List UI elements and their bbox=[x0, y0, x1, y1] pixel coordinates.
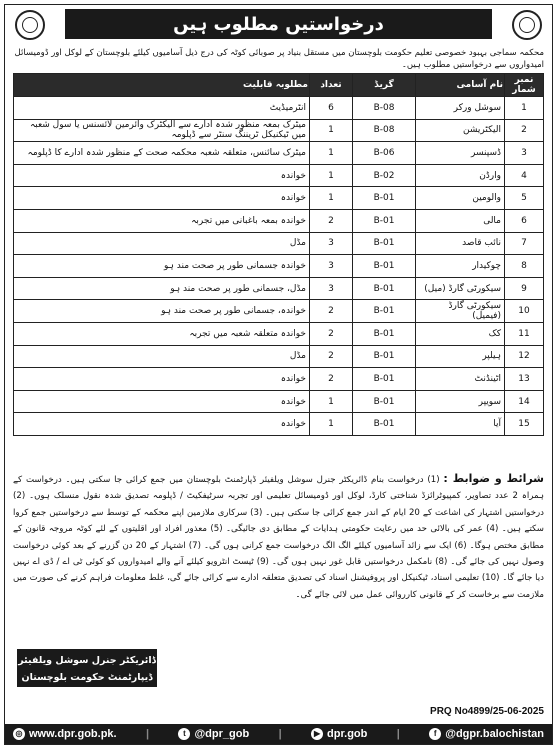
facebook-text: @dgpr.balochistan bbox=[445, 728, 544, 740]
cell-quantity: 3 bbox=[310, 232, 353, 255]
header-quantity: تعداد bbox=[310, 74, 353, 97]
cell-sr: 4 bbox=[505, 164, 544, 187]
government-seal-logo bbox=[15, 10, 45, 40]
cell-qualification: خواندہ bbox=[14, 413, 310, 436]
signature-line-2: ڈیپارٹمنٹ حکومت بلوچستان bbox=[21, 672, 153, 683]
cell-quantity: 2 bbox=[310, 345, 353, 368]
cell-sr: 10 bbox=[505, 300, 544, 323]
cell-sr: 14 bbox=[505, 390, 544, 413]
cell-post-name: سویپر bbox=[416, 390, 505, 413]
cell-quantity: 2 bbox=[310, 368, 353, 391]
website-text: www.dpr.gob.pk. bbox=[29, 728, 117, 740]
cell-sr: 2 bbox=[505, 119, 544, 142]
cell-qualification: خواندہ، جسمانی طور پر صحت مند ہو bbox=[14, 300, 310, 323]
advertisement-page bbox=[4, 4, 553, 745]
page-title: درخواستیں مطلوب ہیں bbox=[65, 9, 492, 39]
cell-sr: 6 bbox=[505, 209, 544, 232]
prq-number: PRQ No4899/25-06-2025 bbox=[430, 706, 544, 717]
cell-sr: 8 bbox=[505, 255, 544, 278]
cell-grade: B-02 bbox=[353, 164, 416, 187]
cell-qualification: میٹرک بمعہ منظور شدہ ادارے سے الیکٹرک وائرمین لائسنس یا سول شعبہ میں ٹیکنیکل ٹریننگ سنٹر سے ڈپلومہ bbox=[14, 119, 310, 142]
cell-qualification: مڈل، جسمانی طور پر صحت مند ہو bbox=[14, 277, 310, 300]
cell-quantity: 1 bbox=[310, 187, 353, 210]
cell-grade: B-01 bbox=[353, 209, 416, 232]
footer-bar: ◎ www.dpr.gob.pk. | t @dpr_gob | ▶ dpr.gob | f @dgpr.balochistan bbox=[5, 724, 552, 744]
terms-and-conditions bbox=[13, 471, 544, 649]
vacancies-table bbox=[13, 73, 544, 436]
cell-grade: B-01 bbox=[353, 390, 416, 413]
cell-qualification: خواندہ bbox=[14, 187, 310, 210]
cell-grade: B-01 bbox=[353, 255, 416, 278]
cell-qualification: مڈل bbox=[14, 232, 310, 255]
table-row bbox=[14, 119, 544, 142]
cell-quantity: 2 bbox=[310, 322, 353, 345]
header-grade: گریڈ bbox=[353, 74, 416, 97]
cell-sr: 5 bbox=[505, 187, 544, 210]
cell-post-name: والومین bbox=[416, 187, 505, 210]
signature-line-1: ڈائریکٹر جنرل سوشل ویلفیئر bbox=[18, 655, 156, 666]
table-row bbox=[14, 322, 544, 345]
cell-grade: B-01 bbox=[353, 413, 416, 436]
cell-grade: B-08 bbox=[353, 97, 416, 120]
header-qualification: مطلوبہ قابلیت bbox=[14, 74, 310, 97]
cell-sr: 3 bbox=[505, 142, 544, 165]
cell-qualification: خواندہ bbox=[14, 390, 310, 413]
cell-quantity: 1 bbox=[310, 390, 353, 413]
table-row bbox=[14, 142, 544, 165]
cell-post-name: چوکیدار bbox=[416, 255, 505, 278]
cell-post-name: وارڈن bbox=[416, 164, 505, 187]
table-row bbox=[14, 97, 544, 120]
cell-post-name: ڈسپنسر bbox=[416, 142, 505, 165]
cell-quantity: 2 bbox=[310, 209, 353, 232]
terms-heading: شرائط و ضوابط : bbox=[443, 472, 544, 485]
cell-grade: B-01 bbox=[353, 277, 416, 300]
cell-qualification: خواندہ بمعہ باغبانی میں تجربہ bbox=[14, 209, 310, 232]
cell-sr: 11 bbox=[505, 322, 544, 345]
cell-quantity: 3 bbox=[310, 255, 353, 278]
table-row bbox=[14, 345, 544, 368]
header-sr: نمبر شمار bbox=[505, 74, 544, 97]
cell-quantity: 6 bbox=[310, 97, 353, 120]
youtube-text: dpr.gob bbox=[327, 728, 368, 740]
table-row bbox=[14, 209, 544, 232]
globe-icon: ◎ bbox=[13, 728, 25, 740]
cell-qualification: خواندہ جسمانی طور پر صحت مند ہو bbox=[14, 255, 310, 278]
cell-qualification: مڈل bbox=[14, 345, 310, 368]
cell-sr: 9 bbox=[505, 277, 544, 300]
cell-post-name: اٹینڈنٹ bbox=[416, 368, 505, 391]
cell-grade: B-06 bbox=[353, 142, 416, 165]
cell-qualification: انٹرمیڈیٹ bbox=[14, 97, 310, 120]
table-row bbox=[14, 232, 544, 255]
facebook-link[interactable] bbox=[429, 728, 544, 740]
cell-qualification: خواندہ متعلقہ شعبہ میں تجربہ bbox=[14, 322, 310, 345]
cell-post-name: سوشل ورکر bbox=[416, 97, 505, 120]
department-seal-logo bbox=[512, 10, 542, 40]
signature-block bbox=[17, 649, 157, 687]
header bbox=[5, 5, 552, 45]
twitter-text: @dpr_gob bbox=[194, 728, 250, 740]
cell-quantity: 1 bbox=[310, 413, 353, 436]
website-link[interactable] bbox=[13, 728, 117, 740]
cell-quantity: 3 bbox=[310, 277, 353, 300]
cell-grade: B-01 bbox=[353, 187, 416, 210]
table-header-row bbox=[14, 74, 544, 97]
cell-post-name: سیکورٹی گارڈ (فیمیل) bbox=[416, 300, 505, 323]
cell-sr: 7 bbox=[505, 232, 544, 255]
cell-quantity: 2 bbox=[310, 300, 353, 323]
cell-sr: 15 bbox=[505, 413, 544, 436]
table-row bbox=[14, 187, 544, 210]
cell-grade: B-01 bbox=[353, 232, 416, 255]
table-row bbox=[14, 300, 544, 323]
table-row bbox=[14, 255, 544, 278]
cell-grade: B-01 bbox=[353, 300, 416, 323]
cell-sr: 12 bbox=[505, 345, 544, 368]
cell-post-name: مالی bbox=[416, 209, 505, 232]
table-row bbox=[14, 390, 544, 413]
cell-quantity: 1 bbox=[310, 142, 353, 165]
cell-post-name: سیکورٹی گارڈ (میل) bbox=[416, 277, 505, 300]
cell-qualification: میٹرک سائنس، متعلقہ شعبہ محکمہ صحت کے منظور شدہ ادارے کا ڈپلومہ bbox=[14, 142, 310, 165]
intro-text: محکمہ سماجی بہبود خصوصی تعلیم حکومت بلوچستان میں مستقل بنیاد پر صوبائی کوٹہ کی درج ذیل آسامیوں کیلئے بلوچستان کے لوکل اور ڈومیسائل امیدواروں سے درخواستیں مطلوب ہیں۔ bbox=[14, 48, 544, 70]
twitter-icon: t bbox=[178, 728, 190, 740]
terms-body: (1) درخواست بنام ڈائریکٹر جنرل سوشل ویلفیئر ڈپارٹمنٹ بلوچستان میں جمع کرائی جا سکتی ہیں۔ درخواست کے ہمراہ 2 عدد تصاویر، کمپیوٹرائزڈ شناختی کارڈ، لوکل اور ڈومیسائل تعلیمی اور تجربہ سرٹیفکیٹ / ڈپلومہ تصدیق شدہ نقول منسلک ہوں۔ (2) درخواستیں اشتہار کی اشاعت کے 20 ایام کے اندر جمع کرائی جا سکتی ہیں۔ (3) سرکاری ملازمین اپنے محکمہ کے توسط سے درخواستیں جمع کروا سکتے ہیں۔ (4) عمر کی بالائی حد میں رعایت حکومتی ہدایات کے مطابق دی جائیگی۔ (5) معذور افراد اور اقلیتوں کے لئے کوٹہ مروجہ قانون کے مطابق مختص ہوگا۔ (6) ایک سے زائد آسامیوں کیلئے الگ الگ درخواست جمع کرانی ہوں گی۔ (7) اشتہار کے 20 دن گزرنے کے بعد کوئی درخواست وصول نہیں کی جائے گی۔ (8) نامکمل درخواستیں قابل غور نہیں ہوں گی۔ (9) ٹیسٹ انٹرویو کیلئے آنے والے امیدواروں کو کوئی ٹی اے / ڈی اے نہیں دیا جائے گا۔ (10) تعلیمی اسناد، ٹیکنیکل اور پروفیشنل اسناد کی تصدیق متعلقہ ادارے سے کرائی جائے گی، غلط معلومات فراہم کرنے کی صورت میں ملازمت سے برخاست کر کے قانونی کارروائی عمل میں لائی جائے گی۔ bbox=[13, 475, 544, 600]
table-row bbox=[14, 368, 544, 391]
cell-qualification: خواندہ bbox=[14, 164, 310, 187]
facebook-icon: f bbox=[429, 728, 441, 740]
cell-quantity: 1 bbox=[310, 164, 353, 187]
cell-grade: B-01 bbox=[353, 322, 416, 345]
table-row bbox=[14, 277, 544, 300]
cell-qualification: خواندہ bbox=[14, 368, 310, 391]
youtube-icon: ▶ bbox=[311, 728, 323, 740]
cell-grade: B-08 bbox=[353, 119, 416, 142]
cell-grade: B-01 bbox=[353, 345, 416, 368]
cell-grade: B-01 bbox=[353, 368, 416, 391]
table-row bbox=[14, 413, 544, 436]
cell-sr: 1 bbox=[505, 97, 544, 120]
twitter-link[interactable] bbox=[178, 728, 249, 740]
cell-post-name: آیا bbox=[416, 413, 505, 436]
cell-post-name: نائب قاصد bbox=[416, 232, 505, 255]
cell-sr: 13 bbox=[505, 368, 544, 391]
cell-quantity: 1 bbox=[310, 119, 353, 142]
table-row bbox=[14, 164, 544, 187]
cell-post-name: ہیلپر bbox=[416, 345, 505, 368]
youtube-link[interactable] bbox=[311, 728, 367, 740]
cell-post-name: کک bbox=[416, 322, 505, 345]
header-post-name: نام آسامی bbox=[416, 74, 505, 97]
cell-post-name: الیکٹریشن bbox=[416, 119, 505, 142]
